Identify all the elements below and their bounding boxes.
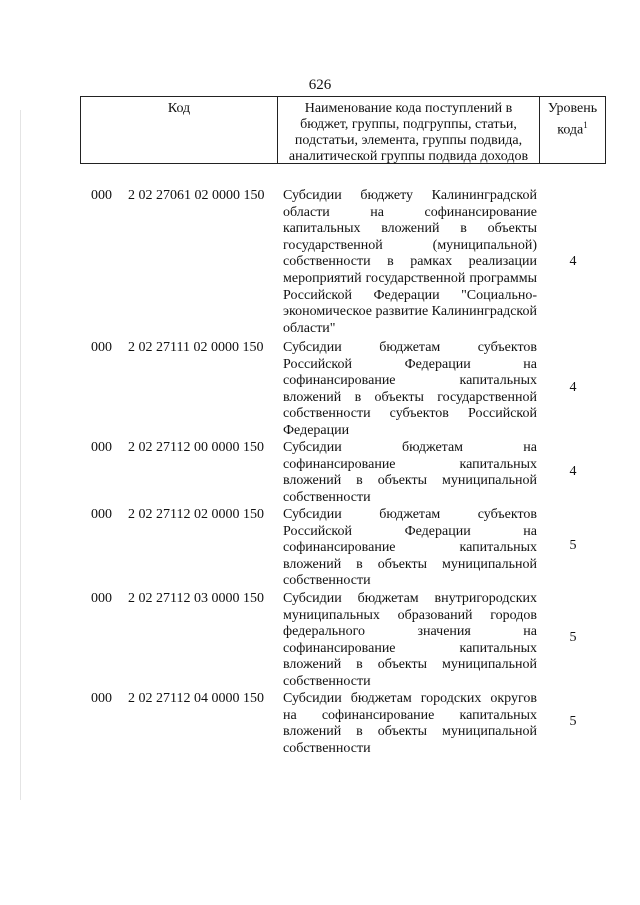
revenue-name: Субсидии бюджетам субъектов Российской Федерации на софинансирование капитальных вложений в объекты государственной собственности субъектов Российской Федерации: [283, 340, 537, 438]
code-level: 5: [569, 714, 577, 729]
revenue-name: Субсидии бюджетам городских округов на софинансирование капитальных вложений в объекты муниципальной собственности: [283, 691, 537, 756]
code-level: 5: [569, 630, 577, 645]
table-header: [80, 96, 606, 164]
page-number: 626: [308, 77, 332, 93]
revenue-name: Субсидии бюджету Калининградской области на софинансирование капитальных вложений в объекты государственной (муниципальной) собственности в рамках реализации мероприятий государственной программы Российской Федерации "Социально-экономическое развитие Калининградской области": [283, 188, 537, 336]
header-level-footnote: 1: [583, 120, 588, 130]
revenue-code: 2 02 27112 02 0000 150: [128, 507, 264, 522]
code-level: 5: [569, 538, 577, 553]
admin-code: 000: [91, 188, 112, 203]
header-name: Наименование кода поступлений в бюджет, группы, подгруппы, статьи, подстатьи, элемента, группы подвида, аналитической группы подвида доходов: [278, 97, 540, 163]
revenue-name: Субсидии бюджетам на софинансирование капитальных вложений в объекты муниципальной собственности: [283, 440, 537, 505]
revenue-code: 2 02 27111 02 0000 150: [128, 340, 264, 355]
revenue-name: Субсидии бюджетам субъектов Российской Федерации на софинансирование капитальных вложений в объекты муниципальной собственности: [283, 507, 537, 589]
code-level: 4: [569, 464, 577, 479]
revenue-name: Субсидии бюджетам внутригородских муниципальных образований городов федерального значения на софинансирование капитальных вложений в объекты муниципальной собственности: [283, 591, 537, 689]
admin-code: 000: [91, 591, 112, 606]
admin-code: 000: [91, 340, 112, 355]
revenue-code: 2 02 27061 02 0000 150: [128, 188, 265, 203]
header-level-label: Уровень кода: [547, 101, 598, 138]
revenue-code: 2 02 27112 04 0000 150: [128, 691, 264, 706]
code-level: 4: [569, 380, 577, 395]
admin-code: 000: [91, 691, 112, 706]
code-level: 4: [569, 254, 577, 269]
header-level: [540, 97, 605, 163]
scan-edge-mark: [20, 110, 21, 800]
admin-code: 000: [91, 440, 112, 455]
revenue-code: 2 02 27112 03 0000 150: [128, 591, 264, 606]
revenue-code: 2 02 27112 00 0000 150: [128, 440, 264, 455]
admin-code: 000: [91, 507, 112, 522]
header-code: Код: [81, 97, 278, 163]
